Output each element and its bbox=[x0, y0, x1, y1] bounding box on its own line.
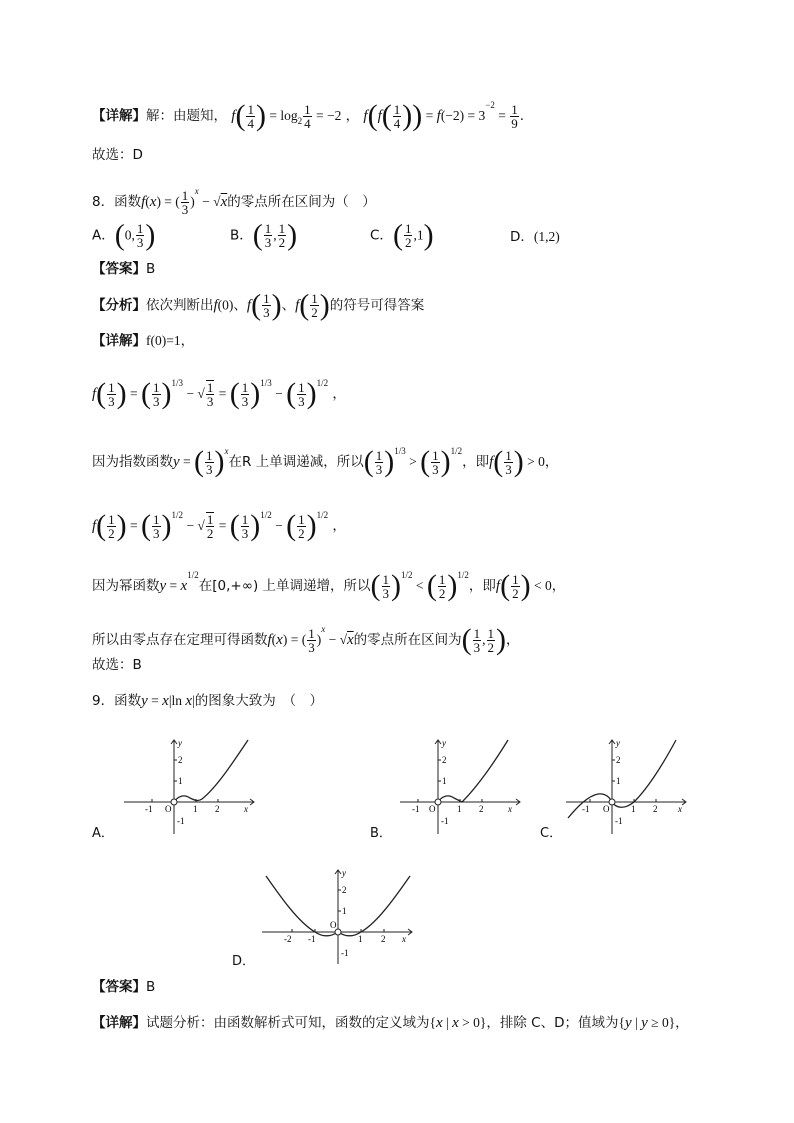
q8-option-d-value: (1,2) bbox=[533, 229, 560, 244]
graph-d-y-m1: -1 bbox=[341, 948, 349, 958]
graph-c-x-tick-2: 2 bbox=[653, 804, 658, 814]
graph-d-origin: O bbox=[330, 920, 337, 930]
detail-tag-2: 【详解】 bbox=[92, 333, 146, 349]
q8-analysis: 【分析】依次判断出f(0)、f( $\frac{1}{3}$ )、f( $\frac{1}{2}$ )的符号可得答案 bbox=[92, 288, 425, 322]
graph-a-x-tick-2: 2 bbox=[215, 804, 220, 814]
graph-c-y: y bbox=[616, 738, 620, 748]
q9-stem-a: 9．函数 bbox=[92, 693, 142, 709]
reason1-b: 在R 上单调递减，所以 bbox=[228, 454, 364, 470]
q9-detail-a: 试题分析：由函数解析式可知，函数的定义域为 bbox=[146, 1015, 430, 1031]
detail-tail: . bbox=[519, 108, 525, 124]
f-one-third: f( $\frac{1}{3}$ ) = ( $\frac{1}{3}$ )$^{1/3}$ − √ $\frac{1}{3}$ = ( $\frac{1}{3}$ )$^{1/3}$ − ( $\frac{1}{3}$ )$^{1/2}$ ， bbox=[92, 377, 346, 410]
answer-value: B bbox=[146, 261, 156, 277]
graph-a-origin: O bbox=[165, 804, 172, 814]
graph-b-y-m1: -1 bbox=[441, 816, 449, 826]
q9-answer bbox=[92, 976, 155, 998]
graph-a-y-m1: -1 bbox=[177, 816, 185, 826]
graph-d-x-tick-1: 1 bbox=[358, 934, 363, 944]
q8-options: A．(0, $\frac{1}{3}$ ) B．( $\frac{1}{3}$ , $\frac{1}{2}$ ) C．( $\frac{1}{2}$ ,1) D．(1,2) bbox=[92, 218, 560, 252]
graph-d-x: x bbox=[402, 934, 406, 944]
q8-stem-b: 的零点所在区间为（ ） bbox=[227, 194, 376, 210]
q9-stem-b: 的图象大致为 （ ） bbox=[194, 693, 324, 709]
graph-b-label: B． bbox=[370, 826, 392, 841]
reason-power: 因为幂函数$y = x^{1/2}$在[0,+∞) 上单调递增，所以( $\frac{1}{3}$ )$^{1/2}$ < ( $\frac{1}{2}$ )$^{1/2}$，即f( $\frac{1}{2}$ ) < 0， bbox=[92, 569, 566, 602]
graph-b-x: x bbox=[508, 804, 512, 814]
graph-b-tick-m1: -1 bbox=[412, 804, 420, 814]
reason2-a: 因为幂函数 bbox=[92, 578, 160, 594]
choose-b: 故选：B bbox=[92, 657, 142, 673]
graph-b-tick-2: 2 bbox=[442, 755, 447, 765]
conclude-b: 的零点所在区间为 bbox=[353, 632, 462, 648]
f0-value: f(0)=1， bbox=[146, 333, 195, 348]
graph-a-y: y bbox=[178, 738, 182, 748]
q8-answer bbox=[92, 258, 155, 280]
graph-d-tick-m1: -1 bbox=[308, 934, 316, 944]
conclude-a: 所以由零点存在定理可得函数 bbox=[92, 632, 268, 648]
graph-a-tick-m1: -1 bbox=[145, 804, 153, 814]
graph-b-x-tick-2: 2 bbox=[479, 804, 484, 814]
q8-detail bbox=[92, 330, 194, 352]
graph-d[interactable] bbox=[258, 866, 418, 966]
conclusion: 所以由零点存在定理可得函数f(x) = ( $\frac{1}{3}$ )$^x$ − √x的零点所在区间为( $\frac{1}{3}$ , $\frac{1}{2}$ )， bbox=[92, 623, 520, 656]
analysis-d: 的符号可得答案 bbox=[329, 297, 425, 314]
reason1-a: 因为指数函数 bbox=[92, 454, 173, 470]
answer-tag-2: 【答案】 bbox=[92, 979, 146, 995]
analysis-b: 、 bbox=[233, 297, 247, 314]
graph-d-tick-2: 2 bbox=[342, 885, 347, 895]
graph-b-tick-1: 1 bbox=[442, 776, 447, 786]
answer-value-2: B bbox=[146, 979, 156, 995]
q8-option-b-label: B． bbox=[230, 227, 253, 244]
reason-exponential: 因为指数函数y = ( $\frac{1}{3}$ )$^x$在R 上单调递减，所以( $\frac{1}{3}$ )$^{1/3}$ > ( $\frac{1}{3}$ )$^{1/2}$，即f( $\frac{1}{3}$ ) > 0， bbox=[92, 445, 559, 478]
q9-detail-b: ，排除 C、D；值域为 bbox=[486, 1015, 619, 1031]
graph-c-tick-2: 2 bbox=[616, 755, 621, 765]
graph-c-origin: O bbox=[603, 804, 610, 814]
graph-a[interactable] bbox=[120, 736, 260, 836]
graph-c-tick-m1: -1 bbox=[582, 804, 590, 814]
graph-c-x: x bbox=[678, 804, 682, 814]
q9-stem: 9．函数y = x|ln x|的图象大致为 （ ） bbox=[92, 693, 324, 709]
choose-d: 故选：D bbox=[92, 147, 143, 163]
graph-d-tick-1: 1 bbox=[342, 906, 347, 916]
graph-d-label: D． bbox=[232, 954, 256, 969]
reason1-c: ，即 bbox=[462, 454, 490, 470]
analysis-a: 依次判断出 bbox=[146, 297, 214, 314]
graph-c-label: C． bbox=[540, 826, 563, 841]
reason2-b: 在[0,+∞) 上单调递增，所以 bbox=[198, 578, 371, 594]
graph-b-x-tick-1: 1 bbox=[457, 804, 462, 814]
analysis-tag: 【分析】 bbox=[92, 297, 146, 314]
graph-d-x-tick-2: 2 bbox=[381, 934, 386, 944]
graph-c-x-tick-1: 1 bbox=[631, 804, 636, 814]
reason2-c: ，即 bbox=[468, 578, 496, 594]
detail-tag: 【详解】 bbox=[92, 108, 146, 124]
detail-text: 解：由题知， bbox=[146, 108, 227, 124]
graph-a-tick-1: 1 bbox=[178, 776, 183, 786]
f-one-half: f( $\frac{1}{2}$ ) = ( $\frac{1}{3}$ )$^{1/2}$ − √ $\frac{1}{2}$ = ( $\frac{1}{3}$ )$^{1/2}$ − ( $\frac{1}{2}$ )$^{1/2}$ ， bbox=[92, 509, 346, 542]
graph-a-tick-2: 2 bbox=[178, 755, 183, 765]
graph-d-tick-m2: -2 bbox=[284, 934, 292, 944]
detail-tag-3: 【详解】 bbox=[92, 1015, 146, 1031]
graph-a-label: A． bbox=[92, 826, 114, 841]
q8-option-d-label: D． bbox=[510, 229, 534, 245]
q8-option-a-label: A． bbox=[92, 227, 115, 244]
detail-line-1: 【详解】解：由题知， f( $\frac{1}{4}$ ) = $\log_2$ $\frac{1}{4}$ = −2 ， f(f( $\frac{1}{4}$ )) = $f(-2) = 3^{-2}$ = $\frac{1}{9}$ . bbox=[92, 99, 525, 132]
answer-tag: 【答案】 bbox=[92, 261, 146, 277]
graph-c-tick-1: 1 bbox=[616, 776, 621, 786]
q9-detail: 【详解】试题分析：由函数解析式可知，函数的定义域为{x | x > 0}，排除 C、D；值域为{y | y ≥ 0}， bbox=[92, 1015, 689, 1031]
graph-d-y: y bbox=[342, 868, 346, 878]
q8-stem-a: 8．函数 bbox=[92, 194, 142, 210]
graph-c[interactable] bbox=[562, 736, 692, 836]
q8-stem: 8．函数f(x) = ( $\frac{1}{3}$ )$^x$ − √x的零点所在区间为（ ） bbox=[92, 186, 376, 217]
graph-a-x-tick-1: 1 bbox=[193, 804, 198, 814]
graph-b-origin: O bbox=[429, 804, 436, 814]
graph-b-y: y bbox=[442, 738, 446, 748]
graph-a-x: x bbox=[244, 804, 248, 814]
analysis-c: 、 bbox=[281, 297, 296, 314]
graph-c-y-m1: -1 bbox=[615, 816, 623, 826]
graph-b[interactable] bbox=[396, 736, 526, 836]
q8-option-c-label: C． bbox=[370, 227, 393, 244]
